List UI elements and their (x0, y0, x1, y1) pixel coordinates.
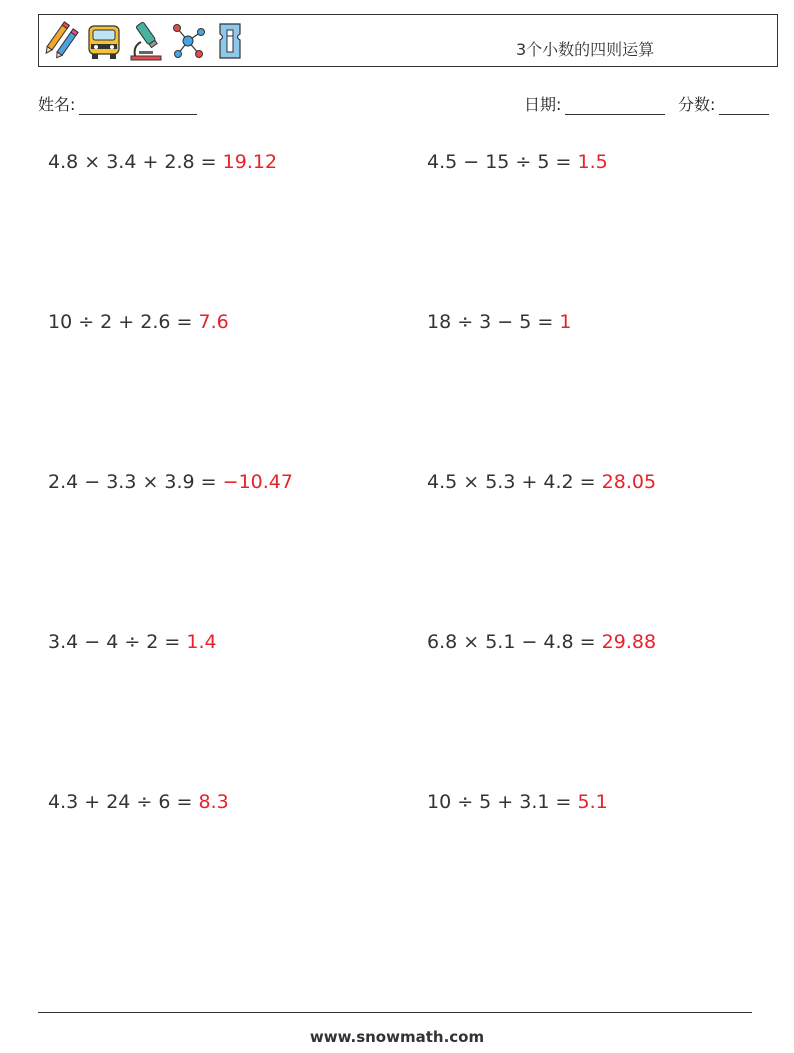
problem-3 (48, 311, 229, 333)
molecule-icon (169, 20, 207, 62)
problem-expression: 4.5 − 15 ÷ 5 = (427, 151, 578, 173)
problem-answer: 29.88 (601, 631, 657, 653)
name-line (79, 98, 197, 115)
sheet-title: 3个小数的四则运算 (516, 40, 655, 59)
problem-answer: 5.1 (577, 791, 608, 813)
problem-expression: 3.4 − 4 ÷ 2 = (48, 631, 187, 653)
problem-6 (427, 471, 656, 493)
problem-10 (427, 791, 608, 813)
problem-expression: 18 ÷ 3 − 5 = (427, 311, 560, 333)
problem-7 (48, 631, 217, 653)
problem-1 (48, 151, 277, 173)
header-icons (43, 20, 249, 62)
footer-divider (38, 1012, 752, 1013)
pencils-icon (43, 20, 81, 62)
problem-expression: 4.5 × 5.3 + 4.2 = (427, 471, 602, 493)
footer-site: www.snowmath.com (309, 1028, 485, 1046)
problem-5 (48, 471, 293, 493)
date-label: 日期: (524, 95, 562, 114)
problem-4 (427, 311, 571, 333)
score-label: 分数: (678, 95, 716, 114)
problem-expression: 4.8 × 3.4 + 2.8 = (48, 151, 223, 173)
problem-answer: 1.4 (186, 631, 217, 653)
problem-expression: 10 ÷ 5 + 3.1 = (427, 791, 578, 813)
problem-2 (427, 151, 608, 173)
microscope-icon (127, 20, 165, 62)
problem-answer: 1 (559, 311, 572, 333)
score-field (678, 92, 769, 115)
problem-answer: 8.3 (198, 791, 229, 813)
date-field (524, 92, 665, 115)
score-line (719, 98, 769, 115)
problem-expression: 4.3 + 24 ÷ 6 = (48, 791, 199, 813)
problem-answer: −10.47 (222, 471, 293, 493)
problem-expression: 6.8 × 5.1 − 4.8 = (427, 631, 602, 653)
school-bus-icon (85, 20, 123, 62)
problem-8 (427, 631, 656, 653)
problem-answer: 7.6 (198, 311, 229, 333)
name-label: 姓名: (38, 95, 76, 114)
date-line (565, 98, 665, 115)
problem-expression: 2.4 − 3.3 × 3.9 = (48, 471, 223, 493)
name-field (38, 92, 197, 115)
header-box (38, 14, 778, 67)
problem-answer: 1.5 (577, 151, 608, 173)
problem-answer: 28.05 (601, 471, 657, 493)
problem-expression: 10 ÷ 2 + 2.6 = (48, 311, 199, 333)
problem-answer: 19.12 (222, 151, 278, 173)
problem-9 (48, 791, 229, 813)
sharpener-icon (211, 20, 249, 62)
